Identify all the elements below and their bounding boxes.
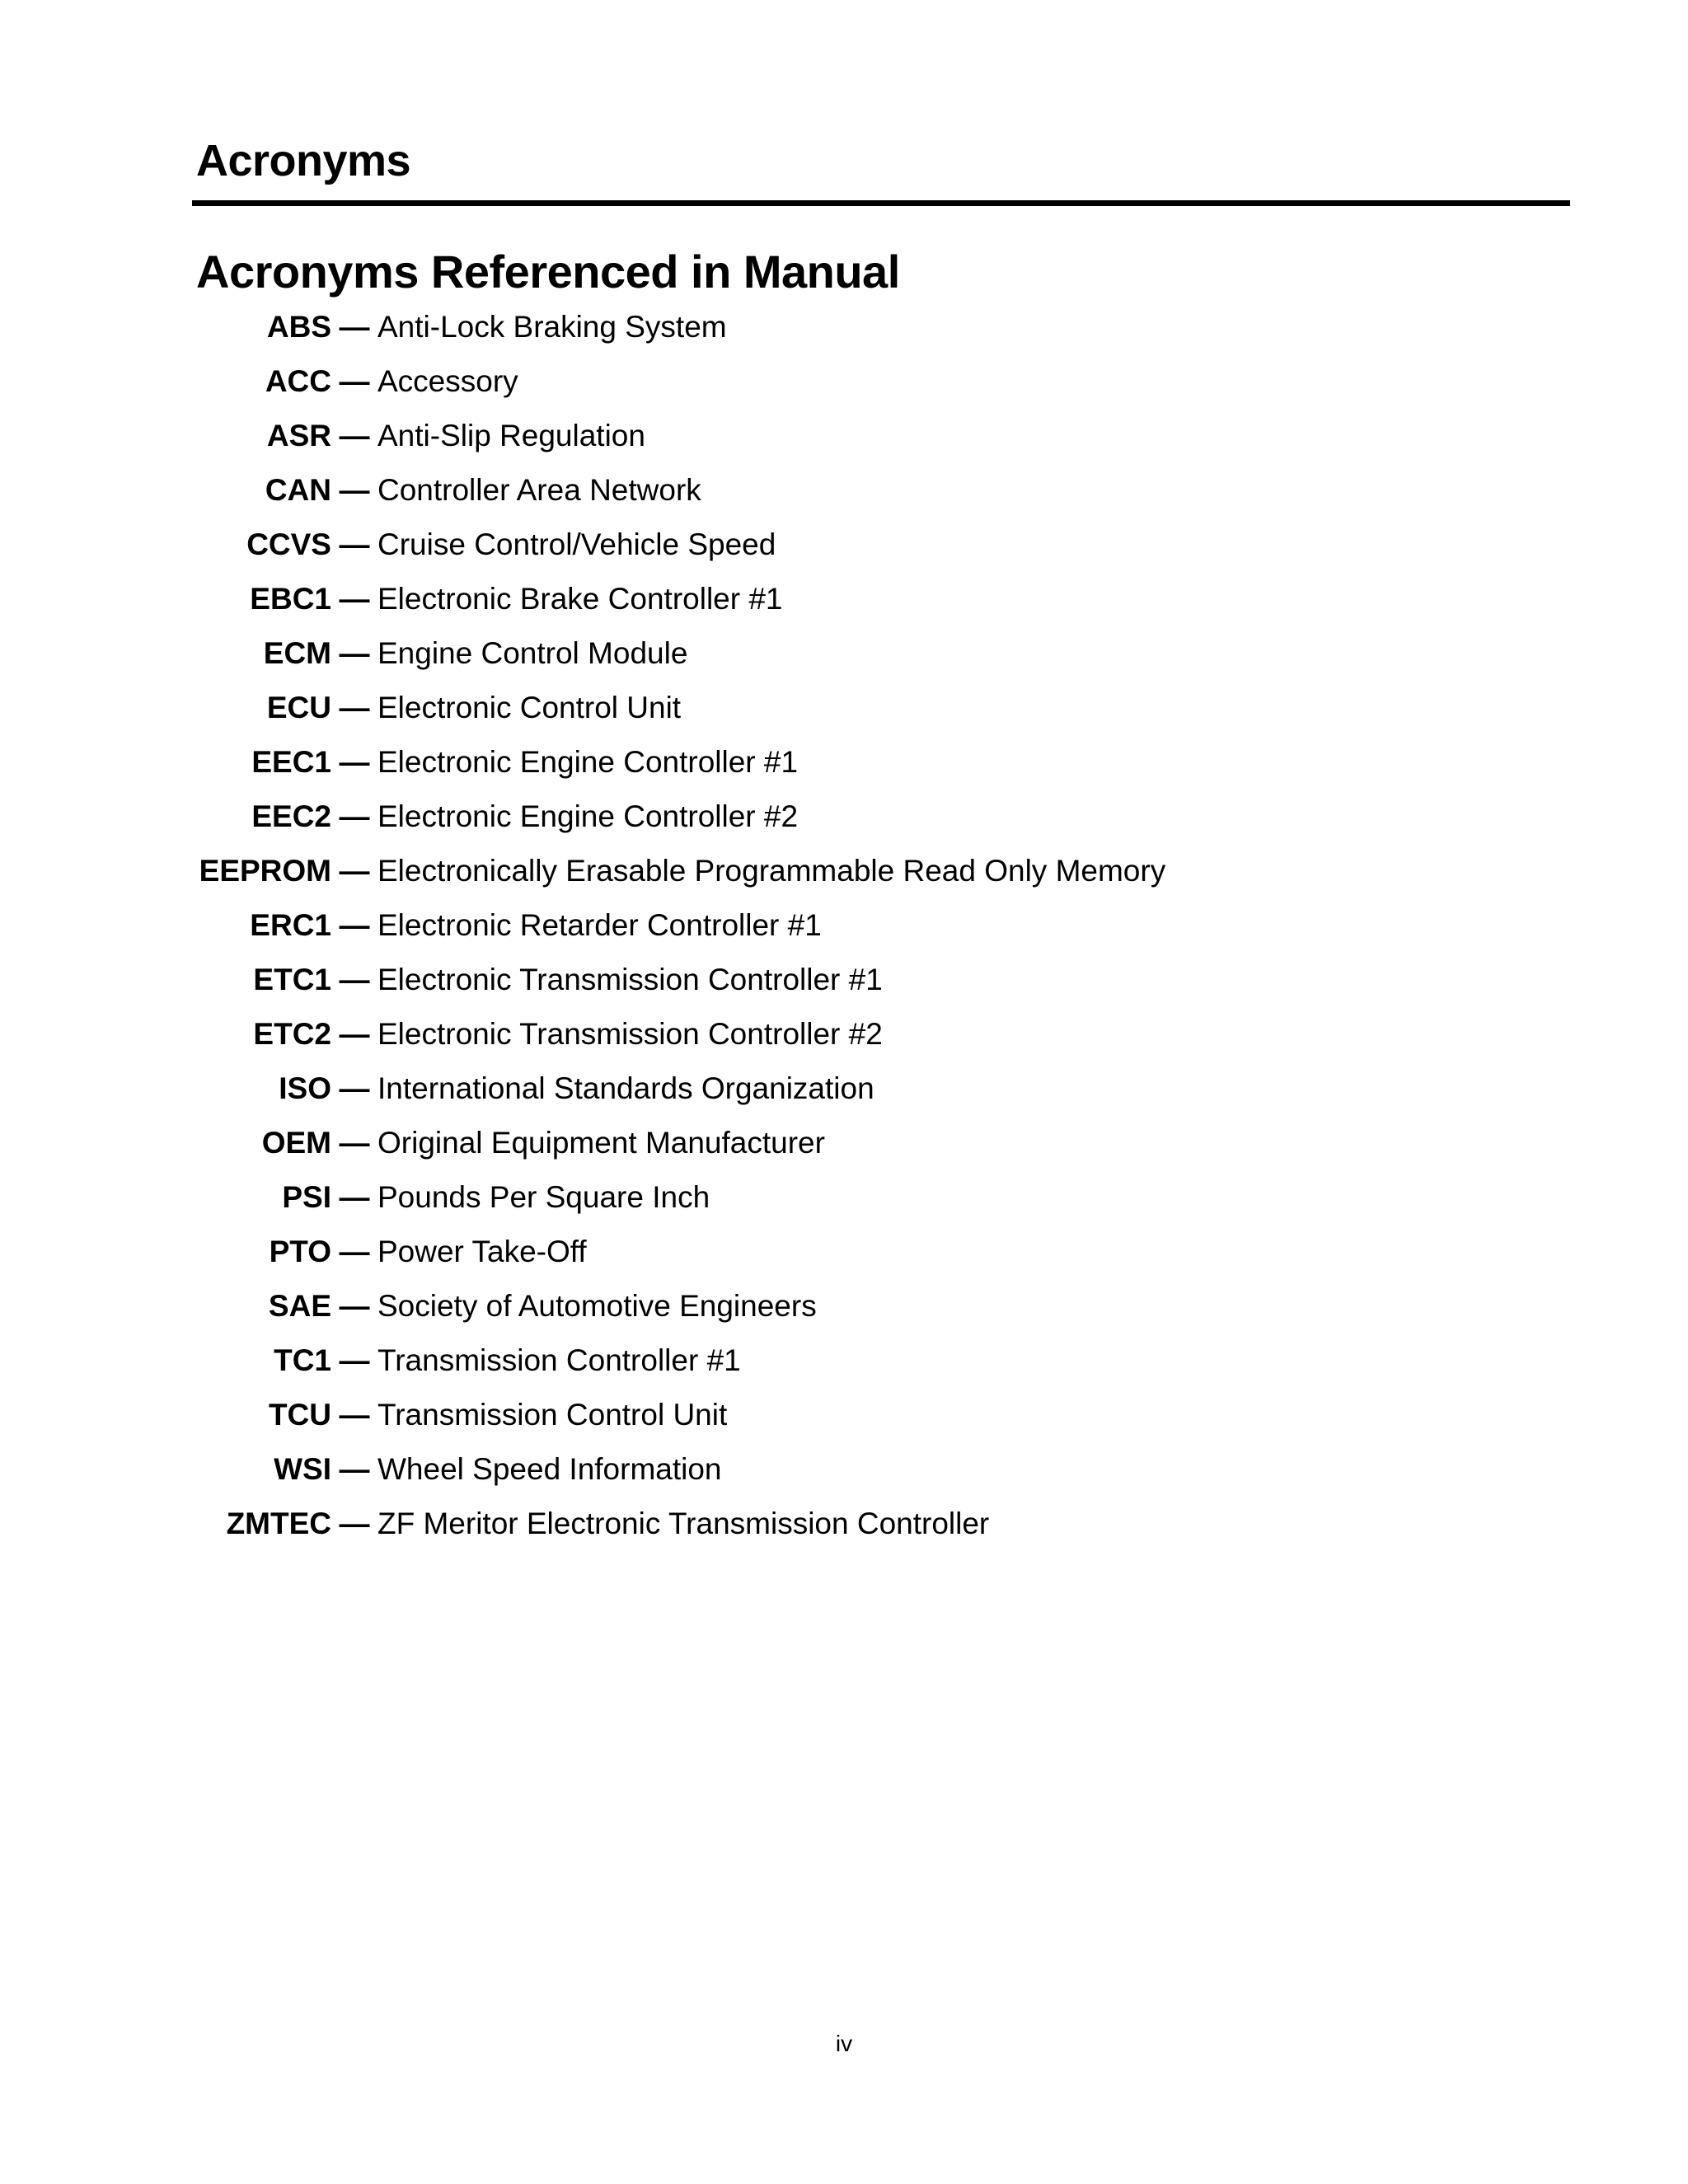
acronym-definition: Anti-Slip Regulation [377, 419, 645, 452]
acronym-row [165, 300, 1484, 354]
acronym-definition: Pounds Per Square Inch [377, 1180, 710, 1214]
acronym-abbreviation: EEC1 [251, 745, 331, 779]
acronym-abbreviation: ABS [266, 310, 331, 344]
acronym-definition: ZF Meritor Electronic Transmission Controller [377, 1507, 990, 1540]
acronym-definition: Wheel Speed Information [377, 1452, 722, 1486]
acronym-separator: — [339, 908, 370, 942]
acronym-abbreviation: EBC1 [250, 582, 331, 616]
acronym-row [165, 1062, 1484, 1116]
acronym-separator: — [339, 419, 370, 452]
acronym-definition: Transmission Control Unit [377, 1398, 728, 1432]
acronym-definition: Society of Automotive Engineers [377, 1289, 817, 1323]
acronym-abbreviation: TC1 [274, 1343, 331, 1377]
acronym-definition: Electronic Transmission Controller #2 [377, 1017, 883, 1051]
acronym-row [165, 409, 1484, 463]
acronym-abbreviation: ETC2 [253, 1017, 331, 1051]
acronym-definition: Original Equipment Manufacturer [377, 1126, 825, 1160]
acronym-definition: Electronic Brake Controller #1 [377, 582, 783, 616]
acronym-separator: — [339, 1126, 370, 1160]
acronym-definition: Accessory [377, 364, 518, 398]
acronym-separator: — [339, 1017, 370, 1051]
acronym-row [165, 1497, 1484, 1551]
acronym-abbreviation: ACC [265, 364, 331, 398]
acronym-row [165, 354, 1484, 409]
acronym-row [165, 1007, 1484, 1062]
acronym-abbreviation: ETC1 [253, 963, 331, 996]
title-rule [192, 200, 1570, 206]
acronym-separator: — [339, 1507, 370, 1540]
acronym-definition: Electronic Control Unit [377, 691, 682, 724]
acronym-abbreviation: PTO [269, 1235, 331, 1268]
acronym-separator: — [339, 310, 370, 344]
acronym-list [165, 300, 1484, 1551]
acronym-abbreviation: SAE [268, 1289, 331, 1323]
acronym-row [165, 953, 1484, 1007]
acronym-row [165, 681, 1484, 735]
acronym-definition: Electronic Retarder Controller #1 [377, 908, 822, 942]
acronym-separator: — [339, 636, 370, 670]
acronym-separator: — [339, 1398, 370, 1432]
acronym-separator: — [339, 854, 370, 888]
acronym-abbreviation: CAN [265, 473, 331, 507]
acronym-separator: — [339, 1452, 370, 1486]
acronym-row [165, 1279, 1484, 1333]
acronym-definition: Controller Area Network [377, 473, 701, 507]
acronym-separator: — [339, 963, 370, 996]
acronym-row [165, 844, 1484, 898]
acronym-separator: — [339, 691, 370, 724]
acronym-definition: Engine Control Module [377, 636, 688, 670]
acronym-abbreviation: CCVS [246, 527, 331, 561]
acronym-separator: — [339, 1071, 370, 1105]
acronym-definition: Transmission Controller #1 [377, 1343, 741, 1377]
acronym-separator: — [339, 1180, 370, 1214]
acronym-abbreviation: ZMTEC [226, 1507, 331, 1540]
acronym-definition: Electronic Engine Controller #2 [377, 799, 799, 833]
page-title: Acronyms [196, 136, 411, 185]
acronym-definition: Cruise Control/Vehicle Speed [377, 527, 776, 561]
acronym-abbreviation: OEM [261, 1126, 331, 1160]
acronym-separator: — [339, 527, 370, 561]
acronym-definition: International Standards Organization [377, 1071, 874, 1105]
acronym-definition: Anti-Lock Braking System [377, 310, 727, 344]
acronym-abbreviation: ECU [266, 691, 331, 724]
acronym-separator: — [339, 364, 370, 398]
acronym-separator: — [339, 582, 370, 616]
page-number: iv [835, 2031, 853, 2056]
acronym-row [165, 1388, 1484, 1442]
acronym-row [165, 898, 1484, 953]
acronym-abbreviation: PSI [282, 1180, 331, 1214]
acronym-abbreviation: ERC1 [250, 908, 331, 942]
acronym-abbreviation: ISO [279, 1071, 331, 1105]
acronym-abbreviation: EEPROM [199, 854, 331, 888]
acronym-abbreviation: WSI [274, 1452, 331, 1486]
acronym-row [165, 1116, 1484, 1170]
acronym-row [165, 463, 1484, 518]
acronym-row [165, 626, 1484, 681]
acronym-row [165, 790, 1484, 844]
acronym-abbreviation: ASR [266, 419, 331, 452]
acronym-separator: — [339, 1343, 370, 1377]
acronym-row [165, 572, 1484, 626]
acronym-row [165, 1442, 1484, 1497]
section-heading: Acronyms Referenced in Manual [196, 246, 900, 298]
acronym-row [165, 1225, 1484, 1279]
acronym-separator: — [339, 1235, 370, 1268]
acronym-separator: — [339, 799, 370, 833]
acronym-definition: Electronically Erasable Programmable Read Only Memory [377, 854, 1166, 888]
acronym-row [165, 735, 1484, 790]
acronym-row [165, 1333, 1484, 1388]
acronym-separator: — [339, 1289, 370, 1323]
acronym-definition: Electronic Engine Controller #1 [377, 745, 799, 779]
acronym-separator: — [339, 745, 370, 779]
acronym-abbreviation: EEC2 [251, 799, 331, 833]
acronym-separator: — [339, 473, 370, 507]
acronym-row [165, 518, 1484, 572]
acronym-definition: Electronic Transmission Controller #1 [377, 963, 883, 996]
acronym-definition: Power Take-Off [377, 1235, 587, 1268]
acronym-abbreviation: ECM [263, 636, 331, 670]
acronym-abbreviation: TCU [268, 1398, 331, 1432]
acronym-row [165, 1170, 1484, 1225]
